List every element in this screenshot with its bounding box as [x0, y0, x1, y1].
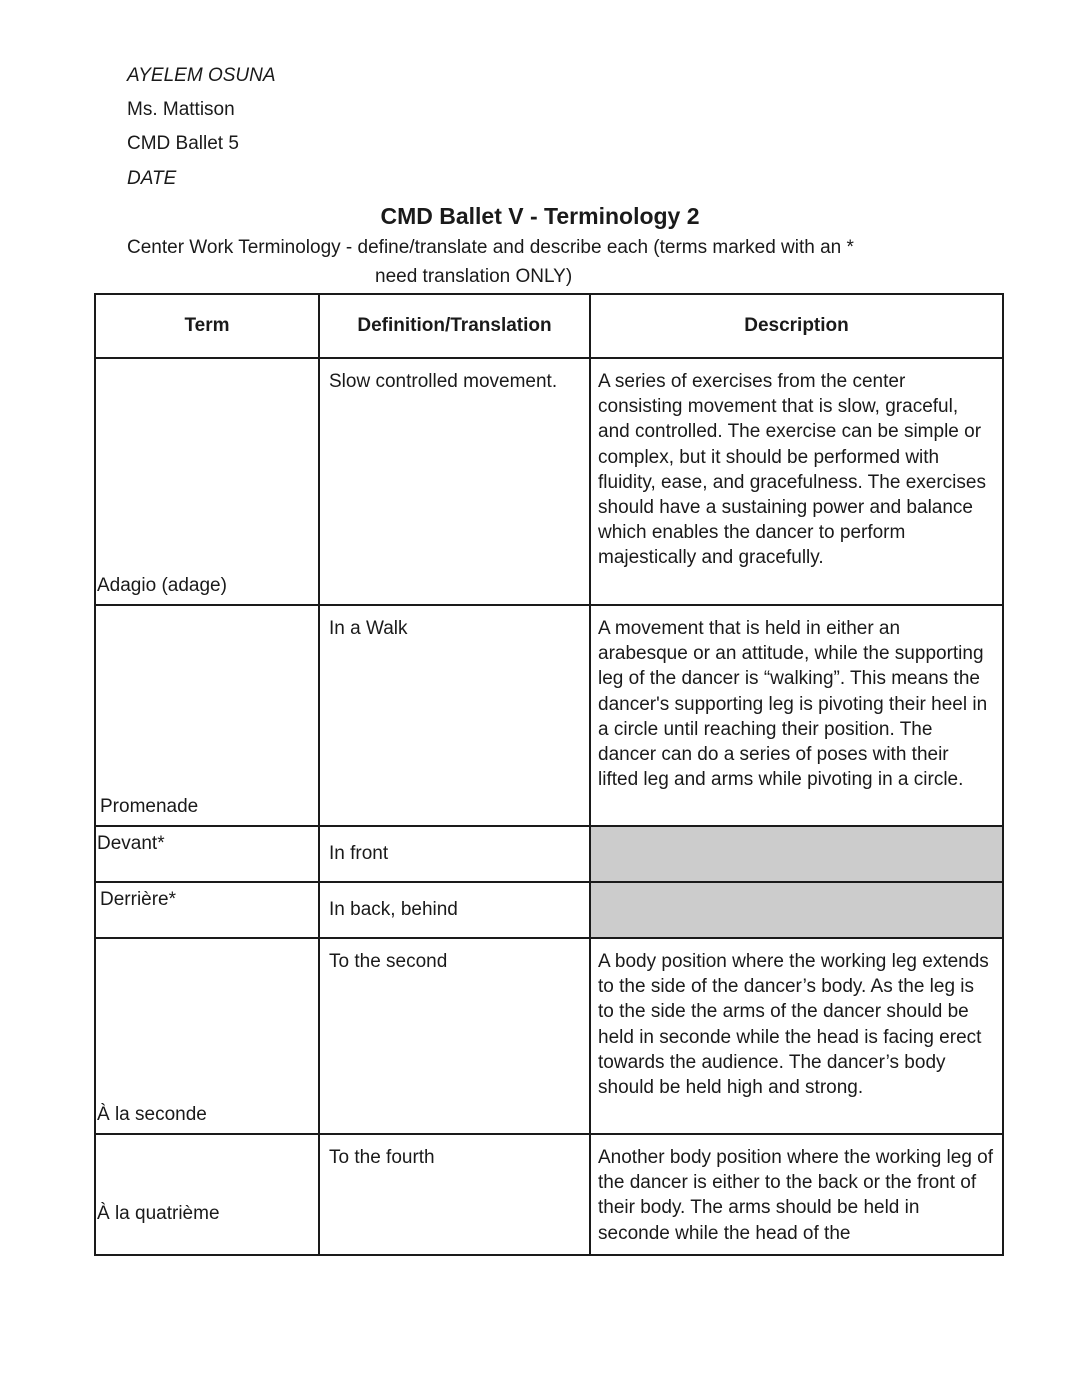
date-field: DATE [127, 168, 177, 189]
description-cell: A movement that is held in either an arabesque or an attitude, while the supporting leg of the dancer is “walking”. This means the dancer's supporting leg is pivoting their heel in a circle until reaching their position. The dancer can do a series of poses with their lifted leg and arms while pivoting in a circle. [590, 605, 1003, 826]
definition-cell: To the fourth [319, 1134, 590, 1255]
table-row [95, 358, 1003, 605]
term-cell: Promenade [95, 605, 319, 826]
teacher-name: Ms. Mattison [127, 99, 235, 120]
definition-cell: In front [319, 826, 590, 882]
term-cell: À la quatrième [95, 1134, 319, 1255]
terminology-table [94, 293, 1004, 1256]
definition-cell: Slow controlled movement. [319, 358, 590, 605]
definition-cell: In back, behind [319, 882, 590, 938]
column-header-term: Term [95, 294, 319, 358]
table-row [95, 605, 1003, 826]
table-row [95, 882, 1003, 938]
column-header-description: Description [590, 294, 1003, 358]
table-row [95, 938, 1003, 1134]
student-name: AYELEM OSUNA [127, 65, 276, 86]
table-row [95, 826, 1003, 882]
definition-cell: In a Walk [319, 605, 590, 826]
instructions-line-1: Center Work Terminology - define/translate and describe each (terms marked with an * [127, 237, 854, 258]
term-cell: Adagio (adage) [95, 358, 319, 605]
description-cell: Another body position where the working leg of the dancer is either to the back or the front of their body. The arms should be held in seconde while the head of the [590, 1134, 1003, 1255]
description-cell: A series of exercises from the center consisting movement that is slow, graceful, and controlled. The exercise can be simple or complex, but it should be performed with fluidity, ease, and gracefulness. The exercises should have a sustaining power and balance which enables the dancer to perform majestically and gracefully. [590, 358, 1003, 605]
course-name: CMD Ballet 5 [127, 133, 239, 154]
table-row [95, 1134, 1003, 1255]
description-cell: A body position where the working leg extends to the side of the dancer’s body. As the leg is to the side the arms of the dancer should be held in seconde while the head is facing erect towards the audience. The dancer’s body should be held high and strong. [590, 938, 1003, 1134]
definition-cell: To the second [319, 938, 590, 1134]
description-cell-shaded [590, 882, 1003, 938]
description-cell-shaded [590, 826, 1003, 882]
term-cell: Devant* [95, 826, 319, 882]
term-cell: Derrière* [95, 882, 319, 938]
page-title: CMD Ballet V - Terminology 2 [380, 203, 700, 229]
column-header-definition: Definition/Translation [319, 294, 590, 358]
table-header-row [95, 294, 1003, 358]
instructions-line-2: need translation ONLY) [375, 266, 573, 287]
term-cell: À la seconde [95, 938, 319, 1134]
